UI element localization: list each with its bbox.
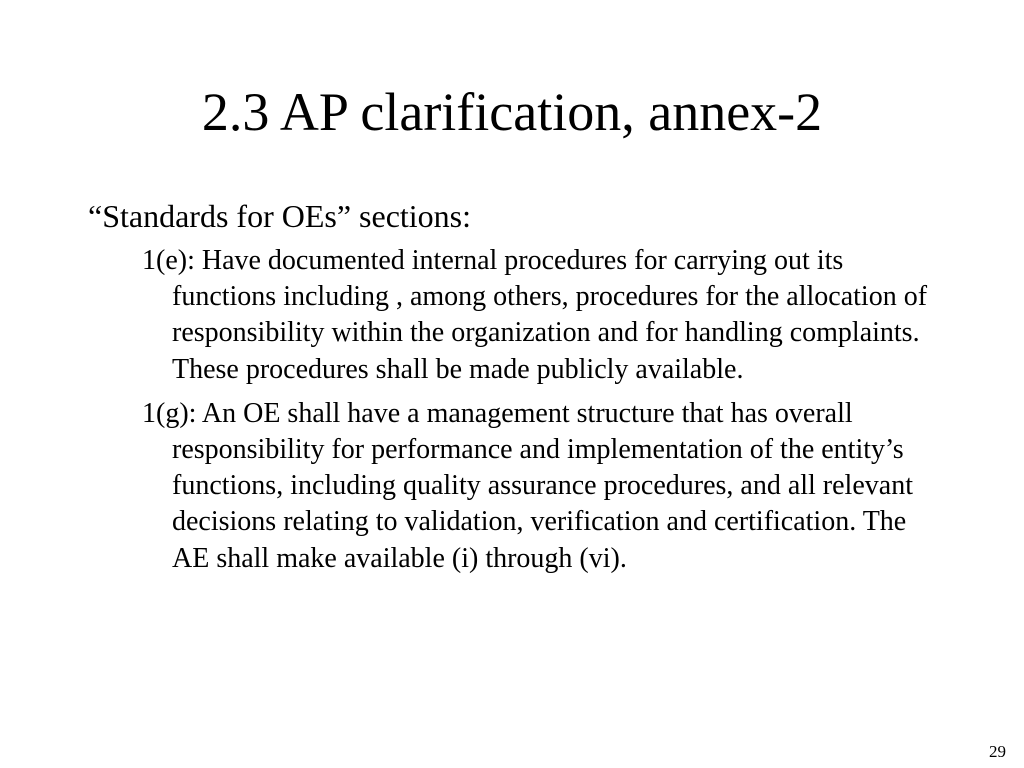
slide-number: 29 xyxy=(989,742,1006,761)
slide-title: 2.3 AP clarification, annex-2 xyxy=(201,82,823,142)
sub-bullet-1g: 1(g): An OE shall have a management structure that has overall responsibility for performance and implementation of the entity’s functions, including quality assurance procedures, and all relevant decisions relating to validation, verification and certification. The AE shall make available (i) through (vi). xyxy=(142,397,913,574)
bullet-intro: “Standards for OEs” sections: xyxy=(88,198,472,234)
sub-bullet-1e: 1(e): Have documented internal procedures for carrying out its functions including , among others, procedures for the allocation of responsibility within the organization and for handling complaints. These procedures shall be made publicly available. xyxy=(142,245,928,385)
slide-body xyxy=(88,196,948,585)
